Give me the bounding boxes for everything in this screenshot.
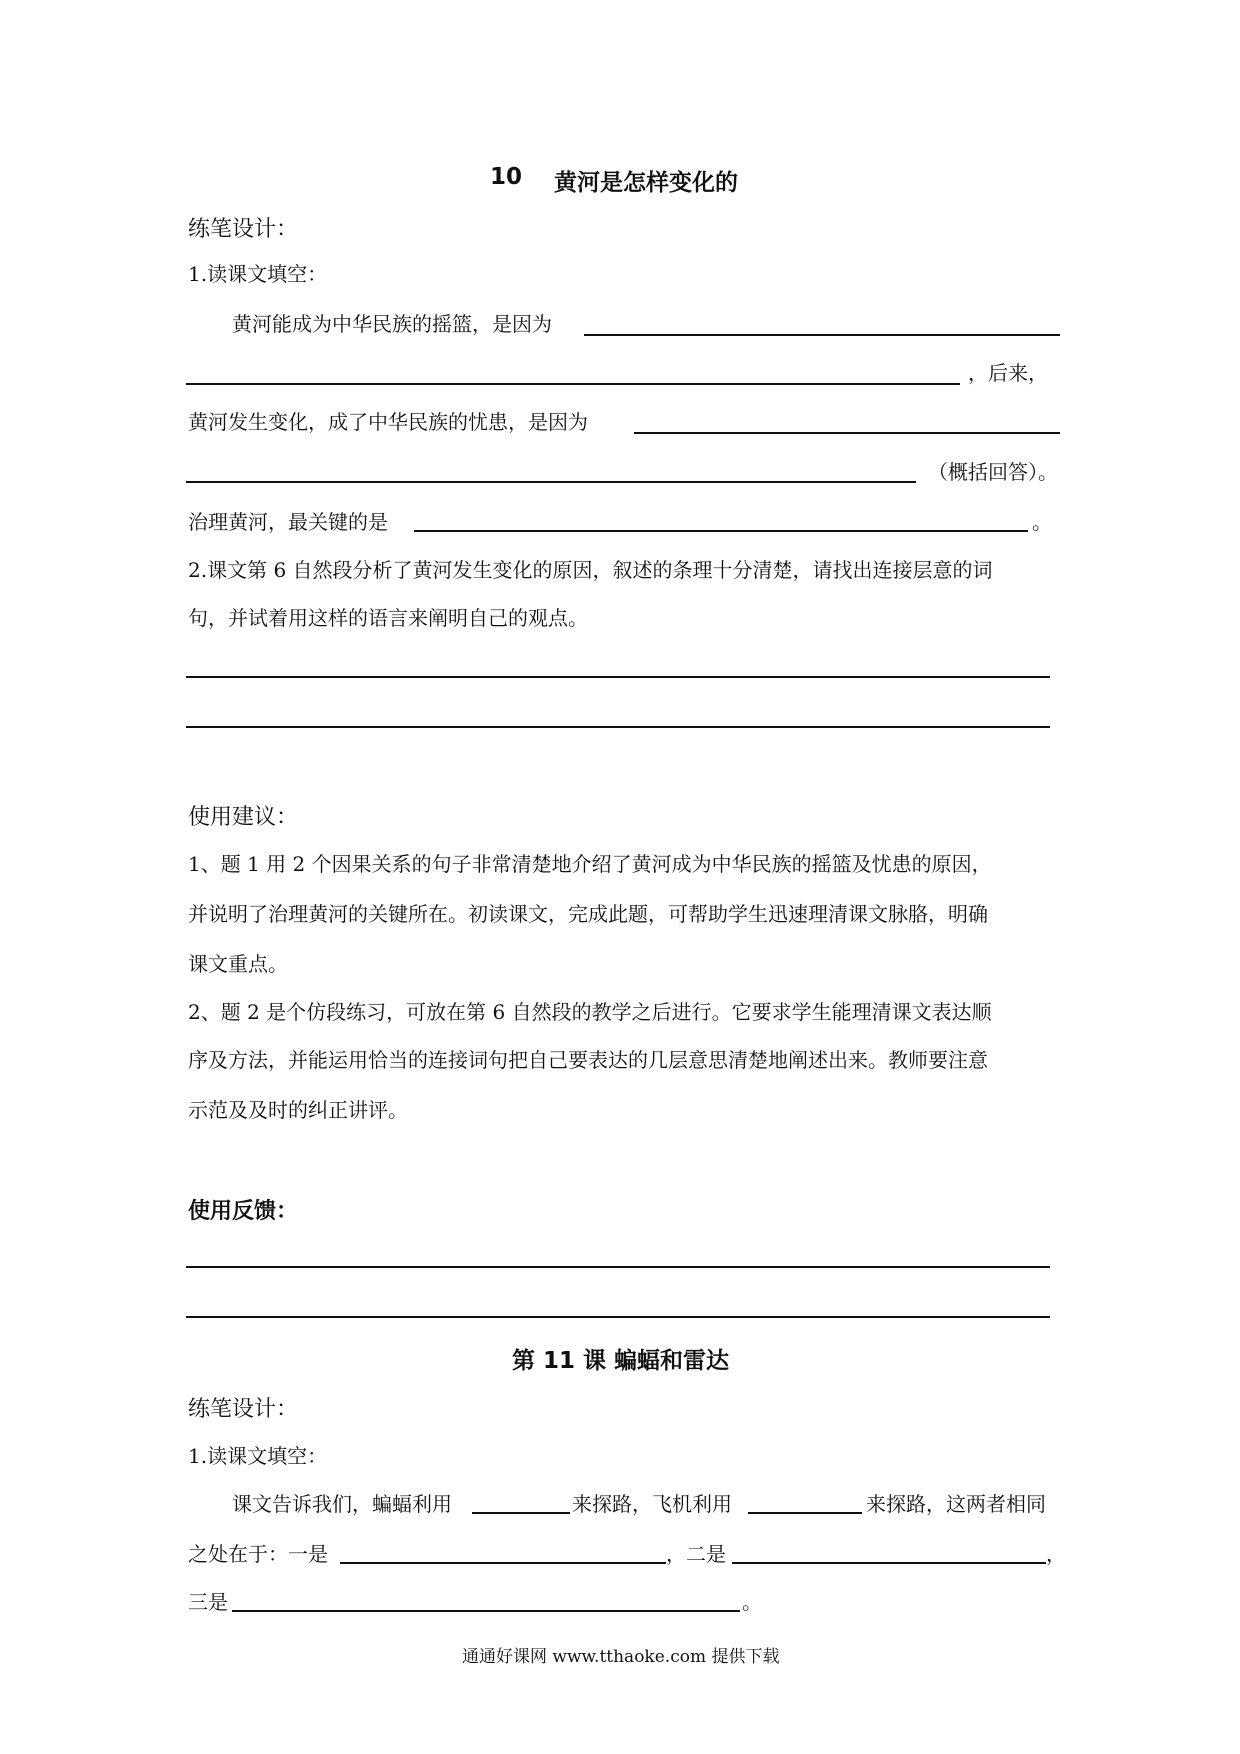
lesson11-line2-b: ，二是	[666, 1542, 726, 1566]
answer-blank-similarity-2[interactable]	[732, 1562, 1046, 1564]
lesson10-q2-line1: 2.课文第 6 自然段分析了黄河发生变化的原因，叙述的条理十分清楚，请找出连接层意的词	[188, 558, 993, 582]
lesson11-line2-c: ，	[1046, 1542, 1066, 1566]
answer-blank-bat-means[interactable]	[472, 1512, 570, 1514]
lesson11-line3-b: 。	[742, 1590, 762, 1614]
answer-blank-cradle-reason-cont[interactable]	[186, 383, 960, 385]
advice-heading: 使用建议：	[188, 805, 299, 830]
lesson10-q1-line5-prefix: 治理黄河，最关键的是	[188, 510, 388, 534]
lesson10-q2-line2: 句，并试着用这样的语言来阐明自己的观点。	[188, 606, 588, 630]
advice1-line3: 课文重点。	[188, 952, 288, 976]
lesson10-title-number: 10	[490, 164, 523, 190]
answer-line-q2-1[interactable]	[186, 676, 1050, 678]
lesson10-title: 黄河是怎样变化的	[554, 170, 738, 196]
lesson10-design-heading: 练笔设计：	[188, 217, 299, 242]
advice2-line2: 序及方法，并能运用恰当的连接词句把自己要表达的几层意思清楚地阐述出来。教师要注意	[188, 1048, 988, 1072]
lesson10-q1-line1-prefix: 黄河能成为中华民族的摇篮，是因为	[232, 312, 552, 336]
feedback-heading: 使用反馈：	[188, 1199, 299, 1224]
lesson11-q1-label: 1.读课文填空：	[188, 1444, 328, 1468]
lesson10-q1-line2-suffix: ，后来，	[968, 361, 1048, 385]
lesson11-line3-a: 三是	[188, 1590, 228, 1614]
answer-blank-cradle-reason[interactable]	[584, 334, 1060, 336]
lesson10-q1-label: 1.读课文填空：	[188, 262, 328, 286]
feedback-line-2[interactable]	[186, 1316, 1050, 1318]
lesson11-title: 第 11 课 蝙蝠和雷达	[512, 1348, 730, 1374]
lesson11-line2-a: 之处在于：一是	[188, 1542, 328, 1566]
lesson11-line1-a: 课文告诉我们，蝙蝠利用	[232, 1492, 452, 1516]
answer-blank-plane-means[interactable]	[748, 1512, 862, 1514]
answer-blank-similarity-3[interactable]	[232, 1610, 740, 1612]
lesson11-line1-b: 来探路，飞机利用	[572, 1492, 732, 1516]
advice1-line2: 并说明了治理黄河的关键所在。初读课文，完成此题，可帮助学生迅速理清课文脉胳，明确	[188, 902, 988, 926]
answer-blank-worry-reason-cont[interactable]	[186, 481, 916, 483]
feedback-line-1[interactable]	[186, 1266, 1050, 1268]
lesson11-design-heading: 练笔设计：	[188, 1397, 299, 1422]
advice2-line3: 示范及及时的纠正讲评。	[188, 1098, 408, 1122]
lesson10-q1-line5-suffix: 。	[1032, 510, 1052, 534]
lesson10-q1-line4-suffix: （概括回答）。	[928, 460, 1058, 484]
answer-line-q2-2[interactable]	[186, 726, 1050, 728]
lesson11-line1-c: 来探路，这两者相同	[866, 1492, 1046, 1516]
answer-blank-key-point[interactable]	[414, 530, 1028, 532]
page-footer: 通通好课网 www.tthaoke.com 提供下载	[462, 1647, 780, 1667]
advice1-line1: 1、题 1 用 2 个因果关系的句子非常清楚地介绍了黄河成为中华民族的摇篮及忧患的原因，	[188, 852, 992, 876]
advice2-line1: 2、题 2 是个仿段练习，可放在第 6 自然段的教学之后进行。它要求学生能理清课文表达顺	[188, 1000, 992, 1024]
answer-blank-similarity-1[interactable]	[340, 1562, 666, 1564]
answer-blank-worry-reason[interactable]	[634, 432, 1060, 434]
lesson10-q1-line3-prefix: 黄河发生变化，成了中华民族的忧患，是因为	[188, 410, 588, 434]
